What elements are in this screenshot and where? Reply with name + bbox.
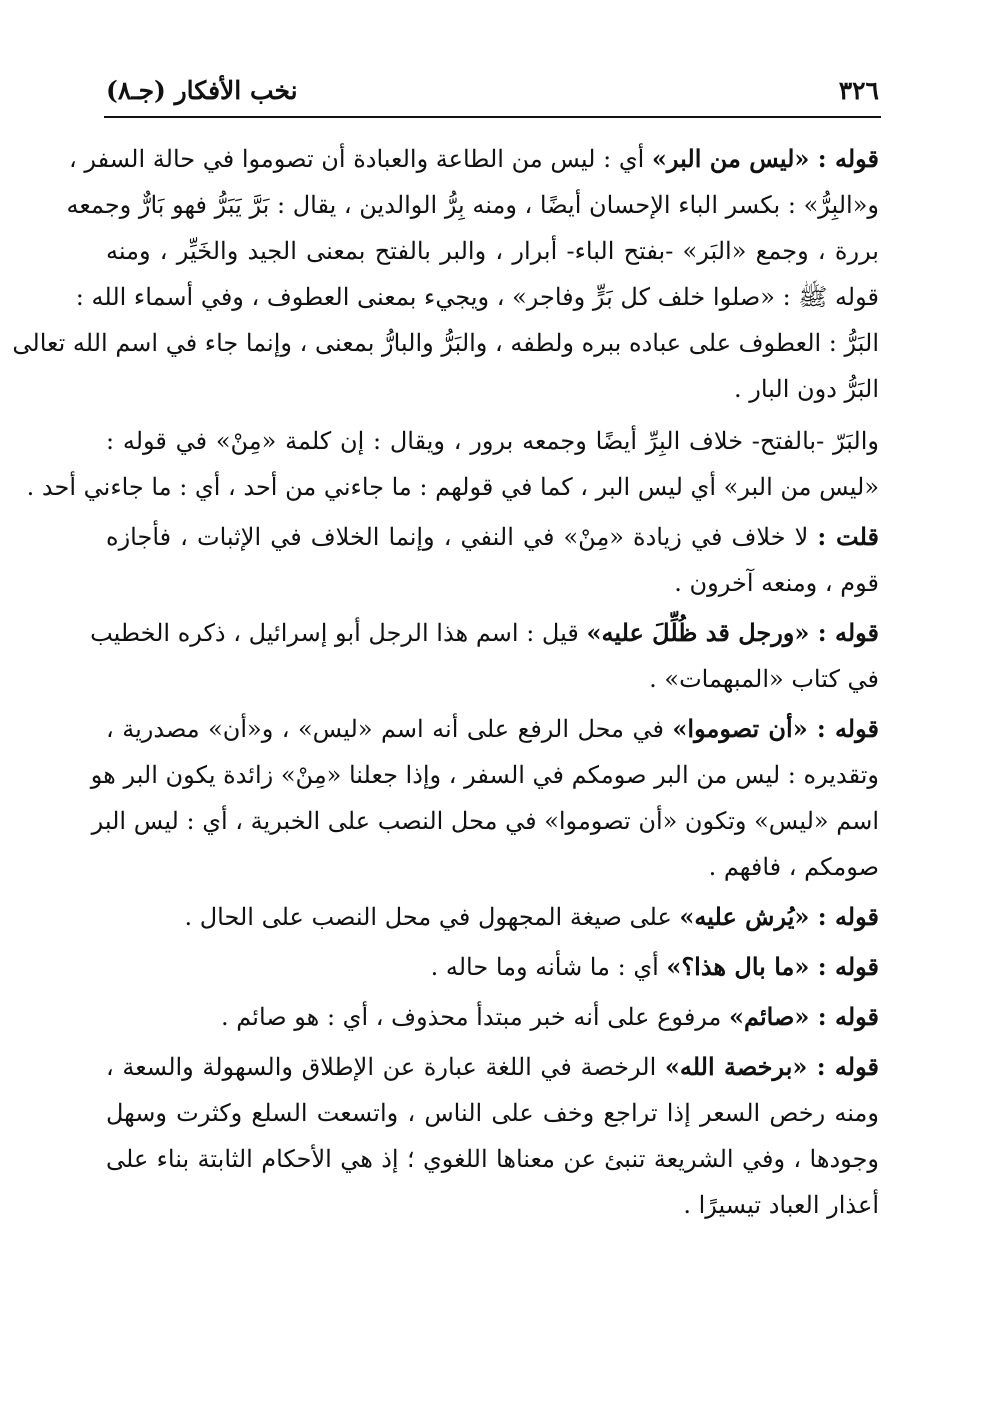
- paragraph: [26, 418, 879, 510]
- text-line: [106, 894, 879, 940]
- text-line: [12, 320, 879, 366]
- paragraph: [106, 514, 879, 606]
- text-line: [106, 228, 879, 274]
- text-line: [68, 136, 879, 182]
- paragraph: [106, 894, 879, 940]
- text-line: [106, 844, 879, 890]
- line-text: «ليس من البر» أي ليس البر ، كما في قولهم : ما جاءني من أحد ، أي : ما جاءني أحد .: [26, 473, 879, 501]
- paragraph: [106, 994, 879, 1040]
- bold-lemma: قوله : «ورجل قد ظُلِّلَ عليه»: [586, 618, 879, 647]
- bold-lemma: قوله : «ليس من البر»: [651, 144, 879, 173]
- line-text: البَرُّ دون البار .: [733, 375, 879, 403]
- bold-lemma: قوله : «أن تصوموا»: [672, 714, 879, 743]
- body-text: [12, 136, 879, 1232]
- page-header: [106, 70, 879, 110]
- line-text: أي : ما شأنه وما حاله .: [430, 953, 667, 981]
- line-text: على صيغة المجهول في محل النصب على الحال .: [184, 903, 680, 931]
- line-text: وتقديره : ليس من البر صومكم في السفر ، وإذا جعلنا «مِنْ» زائدة يكون البر هو: [90, 761, 879, 789]
- line-text: أي : ليس من الطاعة والعبادة أن تصوموا في حالة السفر ،: [68, 145, 652, 173]
- line-text: ومنه رخص السعر إذا تراجع وخف على الناس ، واتسعت السلع وكثرت وسهل: [106, 1099, 879, 1127]
- bold-lemma: قوله : «صائم»: [729, 1002, 879, 1031]
- text-line: [26, 464, 879, 510]
- bold-lemma: قوله : «يُرش عليه»: [679, 902, 879, 931]
- header-divider: [104, 116, 881, 118]
- paragraph: [12, 136, 879, 412]
- line-text: الرخصة في اللغة عبارة عن الإطلاق والسهولة والسعة ،: [106, 1053, 665, 1081]
- page-number: ٣٢٦: [838, 75, 879, 105]
- line-text: البَرُّ : العطوف على عباده ببره ولطفه ، والبَرُّ والبارُّ بمعنى ، وإنما جاء في اسم الله تعالى: [12, 329, 879, 357]
- text-line: [66, 182, 879, 228]
- running-title: نخب الأفكار (جـ٨): [106, 75, 298, 105]
- text-line: [106, 1090, 879, 1136]
- line-text: قوله ﷺ : «صلوا خلف كل بَرٍّ وفاجر» ، ويجيء بمعنى العطوف ، وفي أسماء الله :: [75, 283, 879, 311]
- text-line: [106, 560, 879, 606]
- text-line: [106, 514, 879, 560]
- bold-lemma: قلت :: [817, 522, 879, 551]
- text-line: [106, 994, 879, 1040]
- bold-lemma: قوله : «برخصة الله»: [664, 1052, 879, 1081]
- line-text: أعذار العباد تيسيرًا .: [683, 1191, 879, 1219]
- line-text: قوم ، ومنعه آخرون .: [674, 569, 879, 597]
- line-text: و«البِرُّ» : بكسر الباء الإحسان أيضًا ، ومنه بِرُّ الوالدين ، يقال : بَرَّ يَبَرُّ فهو بَارٌّ وجمعه: [66, 191, 879, 219]
- line-text: والبَرّ -بالفتح- خلاف البِرِّ أيضًا وجمعه برور ، ويقال : إن كلمة «مِنْ» في قوله :: [106, 427, 879, 455]
- text-line: [106, 944, 879, 990]
- line-text: صومكم ، فافهم .: [708, 853, 879, 881]
- text-line: [106, 656, 879, 702]
- text-line: [90, 610, 879, 656]
- text-line: [90, 752, 879, 798]
- paragraph: [90, 610, 879, 702]
- line-text: مرفوع على أنه خبر مبتدأ محذوف ، أي : هو صائم .: [221, 1003, 730, 1031]
- text-line: [106, 706, 879, 752]
- text-line: [106, 366, 879, 412]
- text-line: [106, 1044, 879, 1090]
- text-line: [91, 798, 879, 844]
- text-line: [106, 1136, 879, 1182]
- paragraph: [106, 1044, 879, 1228]
- line-text: لا خلاف في زيادة «مِنْ» في النفي ، وإنما الخلاف في الإثبات ، فأجازه: [106, 523, 818, 551]
- line-text: في كتاب «المبهمات» .: [649, 665, 879, 693]
- line-text: وجودها ، وفي الشريعة تنبئ عن معناها اللغوي ؛ إذ هي الأحكام الثابتة بناء على: [106, 1145, 879, 1173]
- paragraph: [90, 706, 879, 890]
- text-line: [75, 274, 879, 320]
- bold-lemma: قوله : «ما بال هذا؟»: [666, 952, 879, 981]
- line-text: بررة ، وجمع «البَر» -بفتح الباء- أبرار ، والبر بالفتح بمعنى الجيد والخَيِّر ، ومنه: [106, 237, 879, 265]
- text-line: [106, 1182, 879, 1228]
- line-text: قيل : اسم هذا الرجل أبو إسرائيل ، ذكره الخطيب: [90, 619, 587, 647]
- paragraph: [106, 944, 879, 990]
- line-text: في محل الرفع على أنه اسم «ليس» ، و«أن» مصدرية ،: [106, 715, 673, 743]
- text-line: [106, 418, 879, 464]
- line-text: اسم «ليس» وتكون «أن تصوموا» في محل النصب على الخبرية ، أي : ليس البر: [91, 807, 879, 835]
